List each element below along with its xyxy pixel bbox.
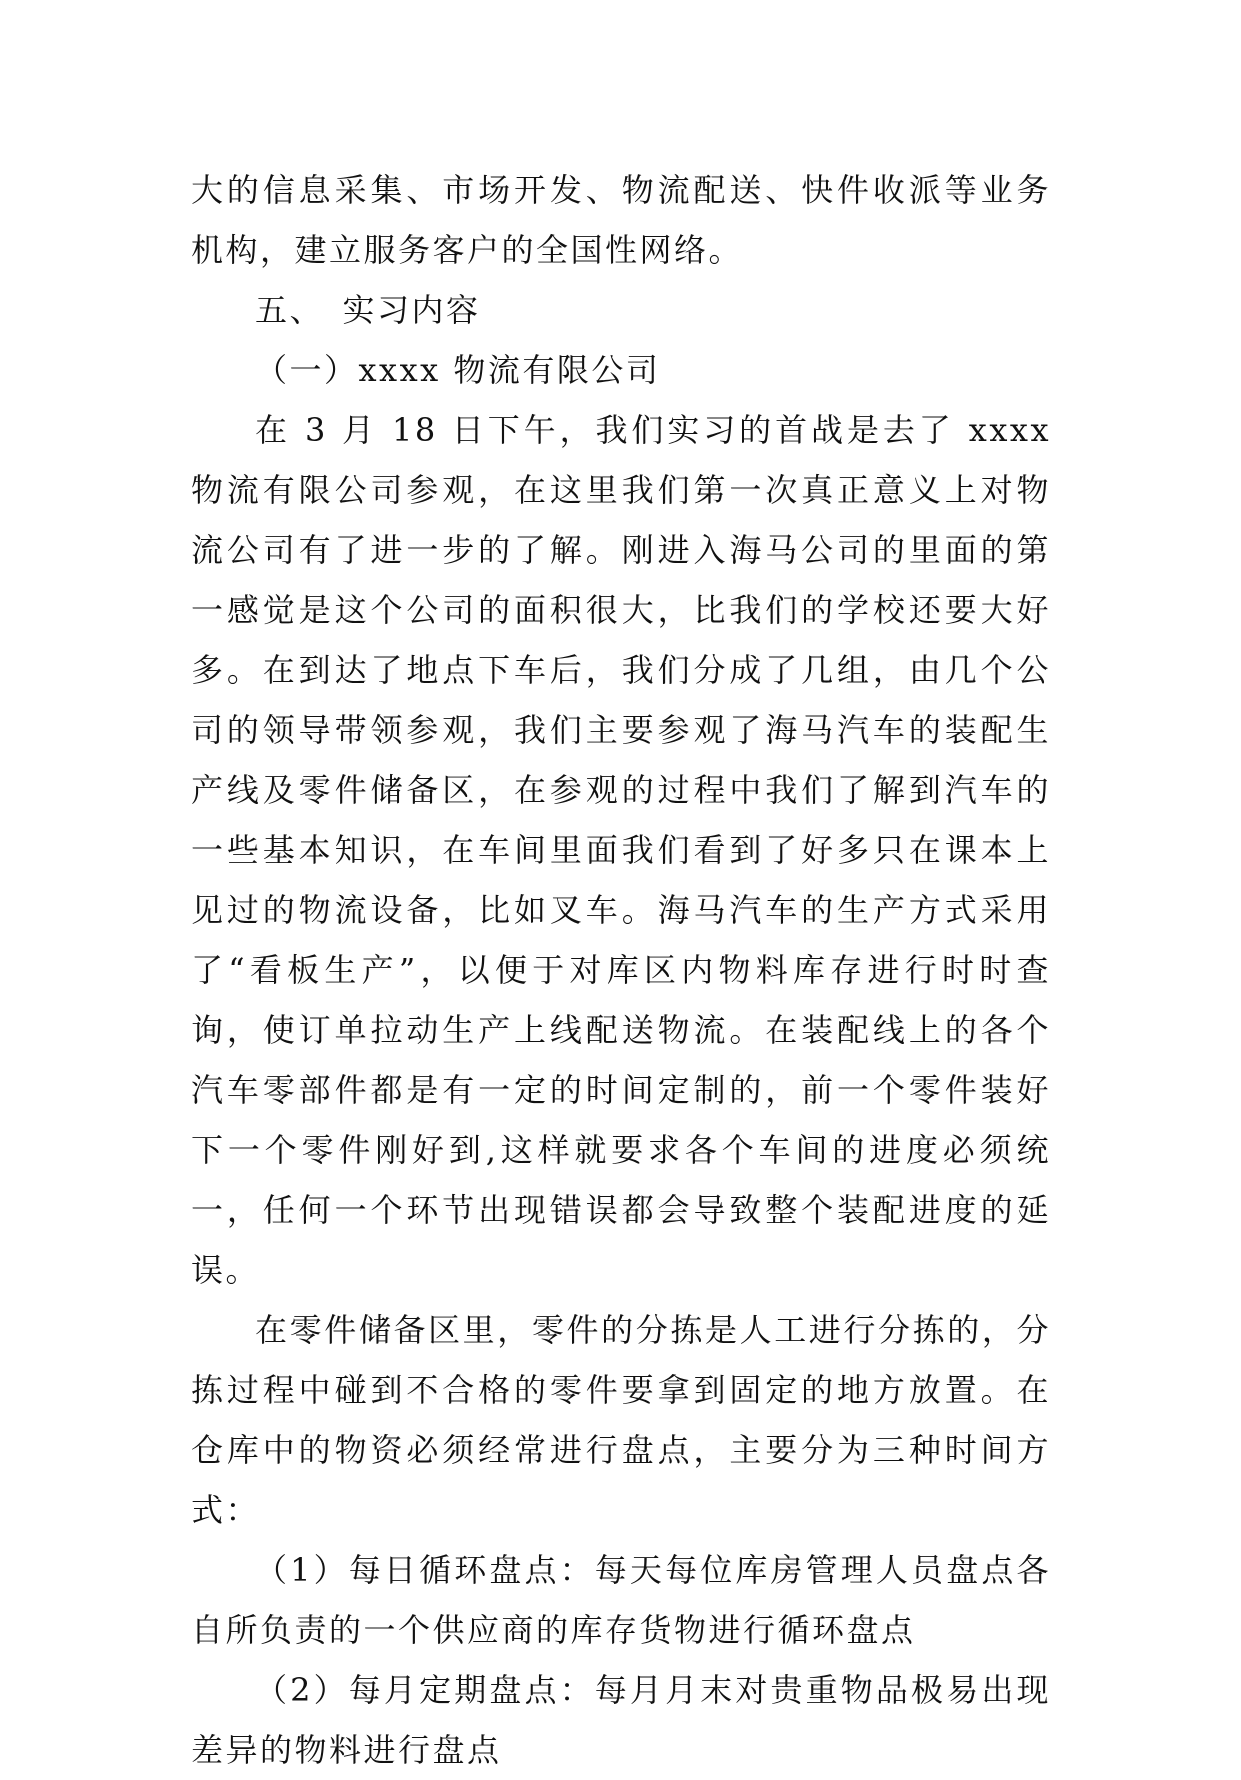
paragraph-storage: 在零件储备区里，零件的分拣是人工进行分拣的，分拣过程中碰到不合格的零件要拿到固定的地方放置。在仓库中的物资必须经常进行盘点，主要分为三种时间方式： <box>191 1311 1051 1529</box>
section-heading: 五、 实习内容 <box>255 291 481 329</box>
paragraph-visit: 在 3 月 18 日下午，我们实习的首战是去了 xxxx 物流有限公司参观，在这里我们第一次真正意义上对物流公司有了进一步的了解。刚进入海马公司的里面的第一感觉是这个公司的面积很大，比我们的学校还要大好多。在到达了地点下车后，我们分成了几组，由几个公司的领导带领参观，我们主要参观了海马汽车的装配生产线及零件储备区，在参观的过程中我们了解到汽车的一些基本知识，在车间里面我们看到了好多只在课本上见过的物流设备，比如叉车。海马汽车的生产方式采用了“看板生产”，以便于对库区内物料库存进行时时查询，使订单拉动生产上线配送物流。在装配线上的各个汽车零部件都是有一定的时间定制的，前一个零件装好下一个零件刚好到,这样就要求各个车间的进度必须统一，任何一个环节出现错误都会导致整个装配进度的延误。 <box>191 411 1051 1289</box>
document-body <box>191 160 1051 1780</box>
list-item-daily-count: （1）每日循环盘点：每天每位库房管理人员盘点各自所负责的一个供应商的库存货物进行循环盘点 <box>191 1551 1051 1649</box>
list-item-monthly-count: （2）每月定期盘点：每月月末对贵重物品极易出现差异的物料进行盘点 <box>191 1671 1051 1769</box>
paragraph-continuation: 大的信息采集、市场开发、物流配送、快件收派等业务机构，建立服务客户的全国性网络。 <box>191 171 1051 269</box>
subsection-heading: （一）xxxx 物流有限公司 <box>255 351 661 389</box>
